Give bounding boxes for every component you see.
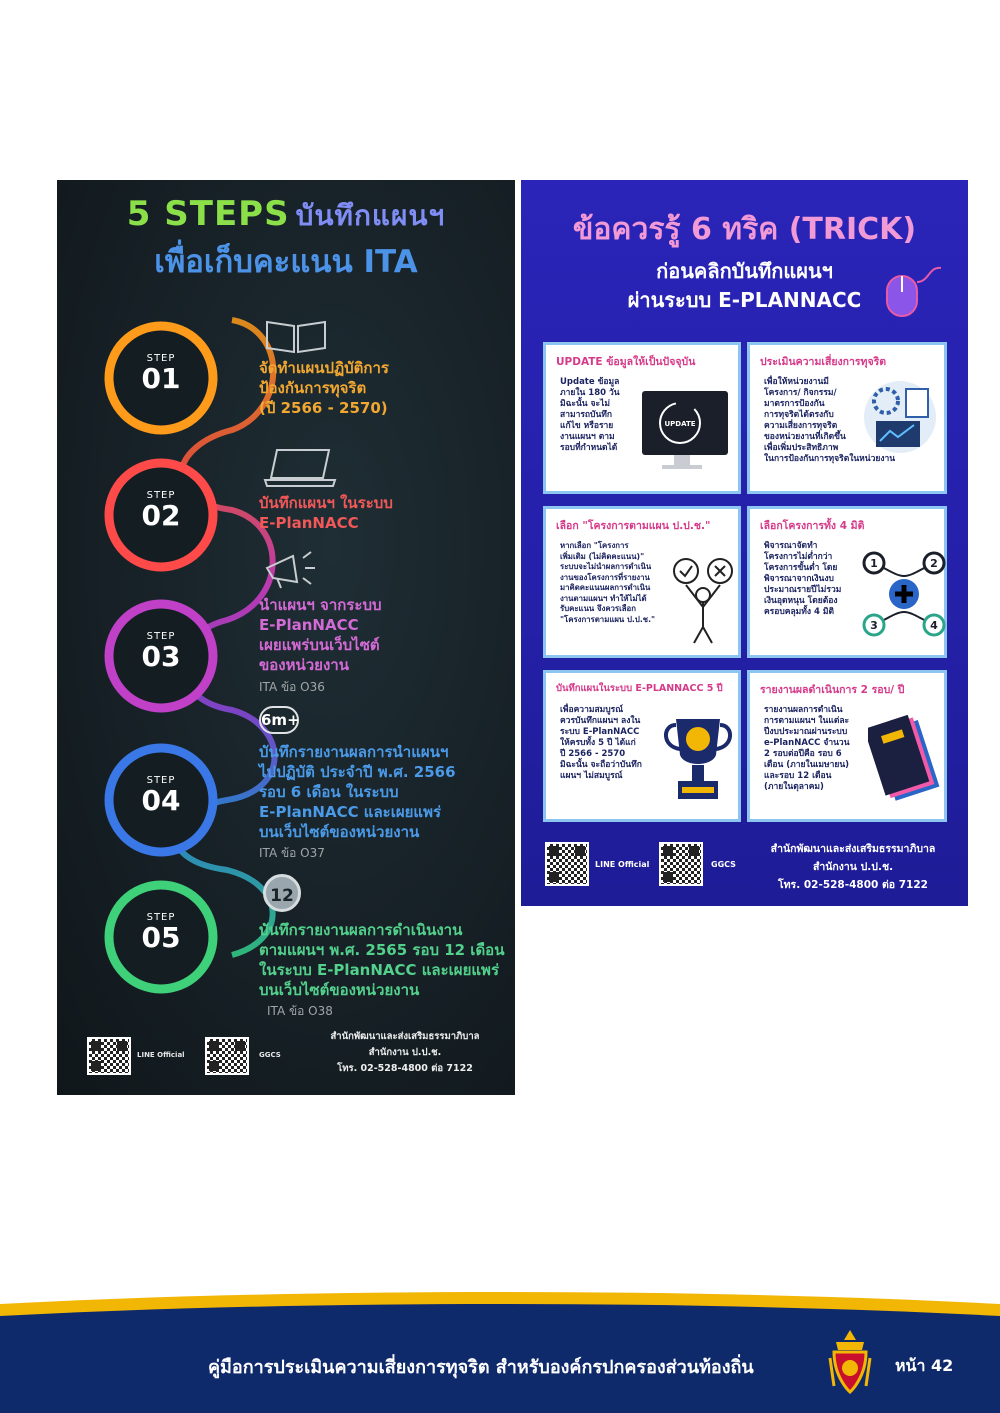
trick-card-body: หากเลือก "โครงการ เพิ่มเติม (ไม่คิดคะแนน)" ระบบจะไม่นำผลการดำเนิน งานของโครงการที่รายงาน มาคิดคะแนนผลการดำเนิน งานตามแผนฯ ทำให้ไม่ได้ รับคะแนน จึงควรเลือก "โครงการตามแผน ป.ป.ช." — [560, 541, 656, 624]
page-number: หน้า 42 — [895, 1356, 954, 1375]
qr-label-ggcs: GGCS — [711, 860, 736, 869]
check-cross-person-icon — [670, 557, 736, 647]
dimension-3: 3 — [870, 619, 878, 632]
poster-title-line2: เพื่อเก็บคะแนน ITA — [154, 244, 418, 280]
tricks-subtitle-1: ก่อนคลิกบันทึกแผนฯ — [656, 259, 833, 283]
trick-card-four-dimensions: เลือกโครงการทั้ง 4 มิติ พิจารณาจัดทำ โครงการไม่ต่ำกว่า โครงการขั้นต่ำ โดย พิจารณาจากเงินงบ ประมาณรายปีไม่รวม เงินอุดหนุน โดยต้อง ครอบคลุมทั้ง 4 มิติ 1 2 3 4 — [747, 506, 947, 658]
organization-emblem-icon — [826, 1328, 874, 1396]
qr-code-ggcs — [659, 842, 703, 886]
trick-card-risk: ประเมินความเสี่ยงการทุจริต เพื่อให้หน่วยงานมี โครงการ/ กิจกรรม/ มาตรการป้องกัน การทุจริตได้ตรงกับ ความเสี่ยงการทุจริต ของหน่วยงานที่เกิดขึ้น เพื่อเพิ่มประสิทธิภาพ ในการป้องกันการทุจริตในหน่วยงาน — [747, 342, 947, 494]
notebook-icon — [868, 715, 946, 807]
dimension-1: 1 — [870, 557, 878, 570]
qr-code-line — [87, 1037, 131, 1075]
trick-card-body: เพื่อให้หน่วยงานมี โครงการ/ กิจกรรม/ มาตรการป้องกัน การทุจริตได้ตรงกับ ความเสี่ยงการทุจริต ของหน่วยงานที่เกิดขึ้น เพื่อเพิ่มประสิทธิภาพ ในการป้องกันการทุจริตในหน่วยงาน — [764, 377, 896, 464]
step-label-05: STEP 05 — [141, 912, 181, 954]
tricks-title: ข้อควรรู้ 6 ทริค (TRICK) — [572, 212, 917, 247]
six-tricks-poster — [521, 180, 968, 906]
trick-card-report-twice: รายงานผลดำเนินการ 2 รอบ/ ปี รายงานผลการดำเนิน การตามแผนฯ ในแต่ละ ปีงบประมาณผ่านระบบ e-PlanNACC จำนวน 2 รอบต่อปีคือ รอบ 6 เดือน (ภายในเมษายน) และรอบ 12 เดือน (ภายในตุลาคม) — [747, 670, 947, 822]
left-poster-footer — [87, 1031, 495, 1080]
trophy-icon — [658, 711, 738, 809]
left-footer-org: สำนักพัฒนาและส่งเสริมธรรมาภิบาล สำนักงาน ป.ป.ช. โทร. 02-528-4800 ต่อ 7122 — [330, 1031, 480, 1074]
five-steps-poster — [57, 180, 515, 1095]
six-months-badge: 6m+ — [259, 706, 299, 734]
step-04-ita-ref: ITA ข้อ O37 — [259, 846, 325, 860]
step-label-02: STEP 02 — [141, 490, 181, 532]
step-label-01: STEP 01 — [141, 353, 181, 395]
mouse-icon — [885, 262, 945, 318]
qr-code-line — [545, 842, 589, 886]
step-01-text: จัดทำแผนปฏิบัติการ ป้องกันการทุจริต (ปี 2566 - 2570) — [259, 359, 389, 417]
step-04-text: บันทึกรายงานผลการนำแผนฯ ไปปฏิบัติ ประจำปี พ.ศ. 2566 รอบ 6 เดือน ในระบบ E-PlanNACC และเผยแพร่ บนเว็บไซต์ของหน่วยงาน — [259, 743, 456, 841]
laptop-icon — [263, 446, 341, 492]
trick-card-body: Update ข้อมูล ภายใน 180 วัน มิฉะนั้น จะไม่ สามารถบันทึก แก้ไข หรือราย งานแผนฯ ตาม รอบที่กำหนดได้ — [560, 377, 620, 453]
step-label-03: STEP 03 — [141, 631, 181, 673]
qr-code-ggcs — [205, 1037, 249, 1075]
twelve-months-badge: 12 — [263, 874, 301, 912]
book-icon — [263, 316, 329, 356]
trick-card-body: เพื่อความสมบูรณ์ ควรบันทึกแผนฯ ลงใน ระบบ E-PlanNACC ให้ครบทั้ง 5 ปี ได้แก่ ปี 2566 - 2570 มิฉะนั้น จะถือว่าบันทึก แผนฯ ไม่สมบูรณ์ — [560, 705, 642, 781]
four-dimensions-icon — [862, 549, 946, 639]
step-05-text: บันทึกรายงานผลการดำเนินงาน ตามแผนฯ พ.ศ. 2565 รอบ 12 เดือน ในระบบ E-PlanNACC และเผยแพร่ บนเว็บไซต์ของหน่วยงาน — [259, 921, 505, 999]
trick-card-update: UPDATE ข้อมูลให้เป็นปัจจุบัน Update ข้อมูล ภายใน 180 วัน มิฉะนั้น จะไม่ สามารถบันทึก แก้ไข หรือราย งานแผนฯ ตาม รอบที่กำหนดได้ UPDATE — [543, 342, 741, 494]
step-03-text: นำแผนฯ จากระบบ E-PlanNACC เผยแพร่บนเว็บไซต์ ของหน่วยงาน — [259, 596, 382, 674]
risk-assessment-icon — [858, 375, 942, 457]
step-03-ita-ref: ITA ข้อ O36 — [259, 680, 325, 694]
qr-label-line: LINE Official — [595, 860, 650, 869]
trick-card-five-year-plan: บันทึกแผนในระบบ E-PLANNACC 5 ปี เพื่อความสมบูรณ์ ควรบันทึกแผนฯ ลงใน ระบบ E-PlanNACC ให้ครบทั้ง 5 ปี ได้แก่ ปี 2566 - 2570 มิฉะนั้น จะถือว่าบันทึก แผนฯ ไม่สมบูรณ์ — [543, 670, 741, 822]
trick-card-body: พิจารณาจัดทำ โครงการไม่ต่ำกว่า โครงการขั้นต่ำ โดย พิจารณาจากเงินงบ ประมาณรายปีไม่รวม เงินอุดหนุน โดยต้อง ครอบคลุมทั้ง 4 มิติ — [764, 541, 842, 617]
right-footer-org: สำนักพัฒนาและส่งเสริมธรรมาภิบาล สำนักงาน ป.ป.ช. โทร. 02-528-4800 ต่อ 7122 — [770, 843, 936, 891]
document-title: คู่มือการประเมินความเสี่ยงการทุจริต สำหรับองค์กรปกครองส่วนท้องถิ่น — [208, 1357, 754, 1378]
monitor-update-icon — [638, 389, 734, 475]
tricks-subtitle-2: ผ่านระบบ E-PLANNACC — [627, 288, 862, 312]
update-label: UPDATE — [664, 420, 696, 428]
dimension-2: 2 — [930, 557, 938, 570]
qr-label-ggcs: GGCS — [259, 1051, 281, 1059]
trick-card-select-project: เลือก "โครงการตามแผน ป.ป.ช." หากเลือก "โครงการ เพิ่มเติม (ไม่คิดคะแนน)" ระบบจะไม่นำผลการดำเนิน งานของโครงการที่รายงาน มาคิดคะแนนผลการดำเนิน งานตามแผนฯ ทำให้ไม่ได้ รับคะแนน จึงควรเลือก "โครงการตามแผน ป.ป.ช." — [543, 506, 741, 658]
step-02-text: บันทึกแผนฯ ในระบบ E-PlanNACC — [259, 494, 393, 532]
step-label-04: STEP 04 — [141, 775, 181, 817]
trick-card-body: รายงานผลการดำเนิน การตามแผนฯ ในแต่ละ ปีงบประมาณผ่านระบบ e-PlanNACC จำนวน 2 รอบต่อปีคือ รอบ 6 เดือน (ภายในเมษายน) และรอบ 12 เดือน (ภายในตุลาคม) — [764, 705, 850, 792]
step-05-ita-ref: ITA ข้อ O38 — [267, 1004, 333, 1018]
dimension-4: 4 — [930, 619, 938, 632]
qr-label-line: LINE Official — [137, 1051, 185, 1059]
poster-title-line1: 5 STEPS บันทึกแผนฯ — [126, 194, 446, 234]
megaphone-icon — [263, 548, 319, 592]
